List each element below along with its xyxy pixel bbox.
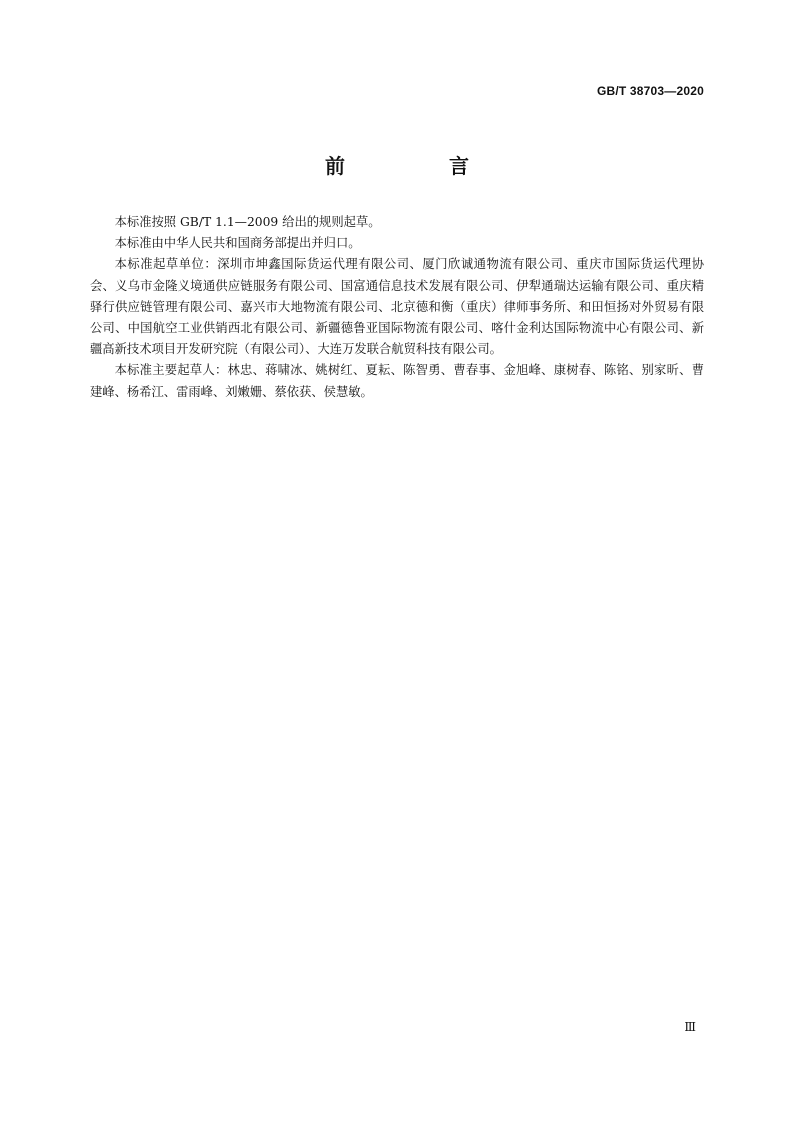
page-number: Ⅲ xyxy=(684,1020,696,1034)
standard-number: GB/T 38703—2020 xyxy=(596,84,704,98)
page-title: 前 言 xyxy=(325,154,511,178)
paragraph-drafting-units: 本标准起草单位：深圳市坤鑫国际货运代理有限公司、厦门欣诚通物流有限公司、重庆市国际货运代理协会、义乌市金隆义境通供应链服务有限公司、国富通信息技术发展有限公司、伊犁通瑞达运输有限公司、重庆精驿行供应链管理有限公司、嘉兴市大地物流有限公司、北京德和衡（重庆）律师事务所、和田恒扬对外贸易有限公司、中国航空工业供销西北有限公司、新疆德鲁亚国际物流有限公司、喀什金利达国际物流中心有限公司、新疆高新技术项目开发研究院（有限公司）、大连万发联合航贸科技有限公司。 xyxy=(90,257,704,357)
body-text xyxy=(90,212,704,403)
paragraph-drafting-rules: 本标准按照 GB/T 1.1—2009 给出的规则起草。 xyxy=(114,215,381,229)
paragraph-drafters: 本标准主要起草人：林忠、蒋啸冰、姚树红、夏耘、陈智勇、曹春事、金旭峰、康树春、陈铭、别家昕、曹建峰、杨希江、雷雨峰、刘嫩姗、蔡依获、侯慧敏。 xyxy=(90,363,704,399)
paragraph-proposer: 本标准由中华人民共和国商务部提出并归口。 xyxy=(114,236,361,251)
